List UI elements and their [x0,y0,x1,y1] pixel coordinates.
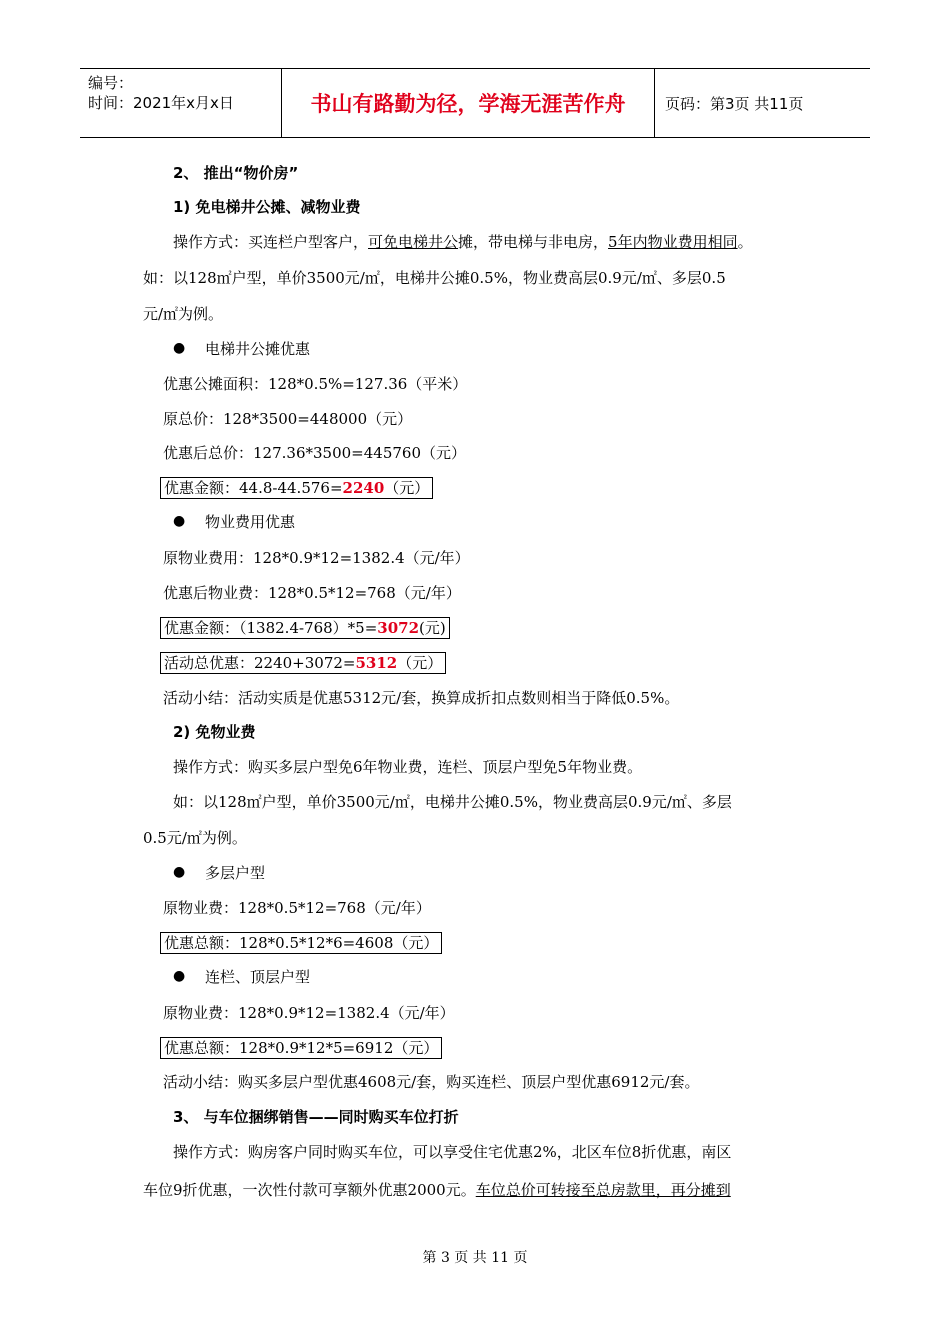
doc-number: 编号： [88,74,134,92]
calc-line: 优惠后物业费：128*0.5*12=768（元/年） [163,584,461,602]
paragraph: 操作方式：购房客户同时购买车位，可以享受住宅优惠2%，北区车位8折优惠，南区 [173,1143,732,1161]
subsection-heading: 2) 免物业费 [173,723,256,741]
header-motto: 书山有路勤为径，学海无涯苦作舟 [282,69,655,137]
paragraph: 如：以128㎡户型，单价3500元/㎡，电梯井公摊0.5%，物业费高层0.9元/㎡、多层 [173,793,732,811]
page-header [80,68,870,138]
bullet-item: 连栏、顶层户型 [205,968,311,986]
paragraph: 如：以128㎡户型，单价3500元/㎡，电梯井公摊0.5%，物业费高层0.9元/㎡、多层0.5 [143,269,726,287]
boxed-result: 优惠金额：（1382.4-768）*5=3072(元) [160,617,450,639]
boxed-result: 优惠金额：44.8-44.576=2240（元） [160,477,433,499]
paragraph: 车位9折优惠，一次性付款可享额外优惠2000元。车位总价可转接至总房款里，再分摊到 [143,1181,731,1199]
header-page-number: 页码：第3页 共11页 [665,94,804,113]
calc-line: 原总价：128*3500=448000（元） [163,410,413,428]
boxed-result: 活动总优惠：2240+3072=5312（元） [160,652,446,674]
bullet-item: 多层户型 [205,864,266,882]
summary: 活动小结：活动实质是优惠5312元/套，换算成折扣点数则相当于降低0.5%。 [163,689,680,707]
bullet-icon: ● [173,864,186,880]
bullet-icon: ● [173,968,186,984]
doc-time: 时间：2021年x月x日 [88,94,234,112]
calc-line: 原物业费用：128*0.9*12=1382.4（元/年） [163,549,470,567]
bullet-item: 物业费用优惠 [205,513,296,531]
summary: 活动小结：购买多层户型优惠4608元/套，购买连栏、顶层户型优惠6912元/套。 [163,1073,700,1091]
paragraph: 元/㎡为例。 [143,305,224,323]
paragraph: 0.5元/㎡为例。 [143,829,247,847]
bullet-icon: ● [173,340,186,356]
section-heading: 3、 与车位捆绑销售——同时购买车位打折 [173,1108,459,1126]
paragraph: 操作方式：买连栏户型客户，可免电梯井公摊，带电梯与非电房，5年内物业费用相同。 [173,233,753,251]
boxed-result: 优惠总额：128*0.9*12*5=6912（元） [160,1037,442,1059]
section-heading: 2、 推出“物价房” [173,164,299,182]
header-meta [80,69,282,137]
paragraph: 操作方式：购买多层户型免6年物业费，连栏、顶层户型免5年物业费。 [173,758,643,776]
bullet-item: 电梯井公摊优惠 [205,340,311,358]
calc-line: 优惠公摊面积：128*0.5%=127.36（平米） [163,375,468,393]
calc-line: 原物业费：128*0.9*12=1382.4（元/年） [163,1004,455,1022]
calc-line: 原物业费：128*0.5*12=768（元/年） [163,899,431,917]
boxed-result: 优惠总额：128*0.5*12*6=4608（元） [160,932,442,954]
subsection-heading: 1) 免电梯井公摊、减物业费 [173,198,361,216]
page-footer: 第 3 页 共 11 页 [422,1250,528,1266]
calc-line: 优惠后总价：127.36*3500=445760（元） [163,444,466,462]
bullet-icon: ● [173,513,186,529]
